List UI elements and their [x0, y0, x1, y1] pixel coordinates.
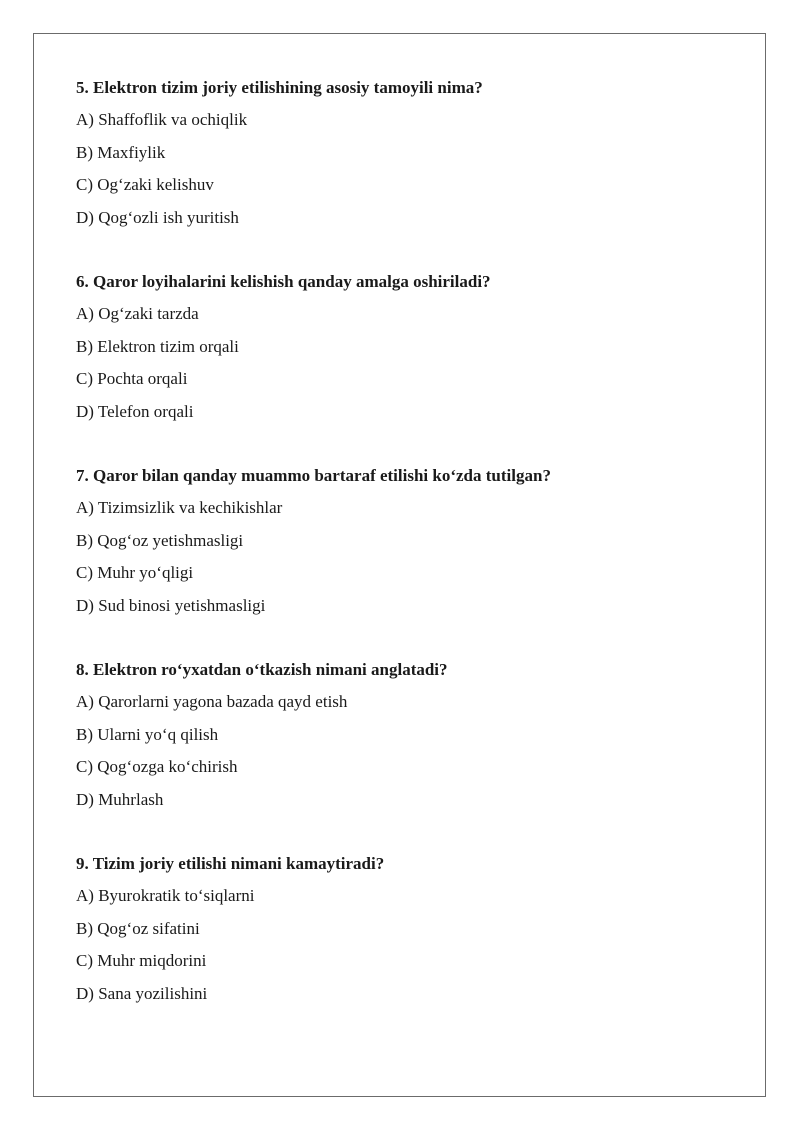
answer-option-d: D) Muhrlash [76, 789, 164, 809]
answer-option-b: B) Maxfiylik [76, 142, 166, 162]
question-list [76, 72, 756, 1042]
question-5 [76, 72, 756, 234]
answer-option-d: D) Qog‘ozli ish yuritish [76, 207, 239, 227]
question-8 [76, 654, 756, 816]
question-7 [76, 460, 756, 622]
question-title: 8. Elektron ro‘yxatdan o‘tkazish nimani anglatadi? [76, 660, 448, 679]
answer-option-b: B) Ularni yo‘q qilish [76, 724, 219, 744]
question-title: 6. Qaror loyihalarini kelishish qanday amalga oshiriladi? [76, 272, 491, 291]
question-6 [76, 266, 756, 428]
answer-option-d: D) Sud binosi yetishmasligi [76, 595, 266, 615]
answer-option-b: B) Qog‘oz sifatini [76, 918, 200, 938]
question-title: 7. Qaror bilan qanday muammo bartaraf etilishi ko‘zda tutilgan? [76, 466, 551, 485]
answer-option-a: A) Byurokratik to‘siqlarni [76, 886, 255, 905]
answer-option-b: B) Elektron tizim orqali [76, 336, 239, 356]
answer-option-b: B) Qog‘oz yetishmasligi [76, 530, 244, 550]
question-title: 5. Elektron tizim joriy etilishining asosiy tamoyili nima? [76, 78, 483, 97]
answer-option-d: D) Sana yozilishini [76, 983, 208, 1003]
answer-option-a: A) Shaffoflik va ochiqlik [76, 110, 248, 129]
answer-option-c: C) Muhr miqdorini [76, 951, 207, 970]
answer-option-a: A) Tizimsizlik va kechikishlar [76, 498, 283, 517]
answer-option-d: D) Telefon orqali [76, 401, 194, 421]
answer-option-c: C) Qog‘ozga ko‘chirish [76, 757, 238, 776]
answer-option-c: C) Og‘zaki kelishuv [76, 175, 214, 194]
answer-option-c: C) Pochta orqali [76, 369, 188, 388]
answer-option-c: C) Muhr yo‘qligi [76, 563, 194, 582]
answer-option-a: A) Qarorlarni yagona bazada qayd etish [76, 692, 348, 711]
question-title: 9. Tizim joriy etilishi nimani kamaytiradi? [76, 854, 385, 873]
question-9 [76, 848, 756, 1010]
answer-option-a: A) Og‘zaki tarzda [76, 304, 199, 323]
